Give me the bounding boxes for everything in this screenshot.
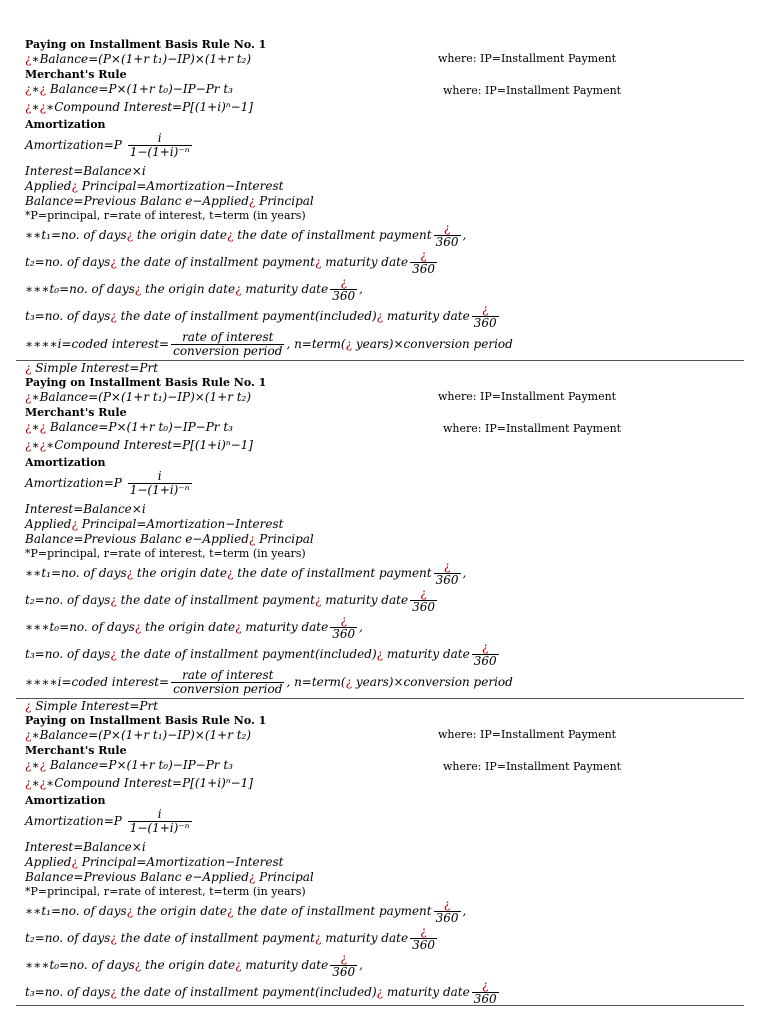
invalid-glyph: ¿ [376, 647, 384, 661]
invalid-glyph: ¿ [126, 904, 134, 918]
rule1-formula: ¿∗Balance=(P×(1+r t₁)−IP)×(1+r t₂) [25, 52, 252, 66]
t2-numerator: ¿ [420, 924, 427, 938]
coded-interest-denominator: conversion period [173, 682, 283, 696]
t0-numerator: ¿ [340, 613, 347, 627]
invalid-glyph: ¿ [134, 620, 142, 634]
invalid-glyph: ¿ [25, 758, 32, 772]
t3-numerator: ¿ [481, 302, 489, 316]
invalid-glyph: ¿ [39, 100, 47, 114]
t0-denominator: 360 [332, 289, 356, 303]
invalid-glyph: ¿ [376, 985, 384, 999]
where-ip-note-2: where: IP=Installment Payment [443, 84, 622, 97]
amortization-formula [25, 470, 194, 497]
t2-text: t₂=no. of days¿ the date of installment payment¿ maturity date [25, 255, 409, 269]
compound-interest-formula: ¿∗¿∗Compound Interest=P[(1+i)ⁿ−1] [25, 776, 253, 790]
invalid-glyph: ¿ [71, 179, 78, 193]
t1-fraction [434, 222, 461, 249]
t0-numerator: ¿ [340, 951, 347, 965]
t2-numerator: ¿ [420, 586, 427, 600]
invalid-glyph: ¿ [248, 870, 256, 884]
rule1-formula: ¿∗Balance=(P×(1+r t₁)−IP)×(1+r t₂) [25, 728, 252, 742]
invalid-glyph: ¿ [226, 904, 234, 918]
t0-denominator: 360 [332, 627, 356, 641]
t2-text: t₂=no. of days¿ the date of installment payment¿ maturity date [25, 593, 409, 607]
invalid-glyph: ¿ [110, 255, 117, 269]
invalid-glyph: ¿ [110, 931, 117, 945]
balance-formula: Balance=Previous Balanc e−Applied¿ Principal [25, 870, 314, 884]
formula-section-3 [0, 676, 768, 1014]
t3-text: t₃=no. of days¿ the date of installment payment(included)¿ maturity date [25, 985, 470, 999]
rule1-title: Paying on Installment Basis Rule No. 1 [25, 714, 267, 727]
t0-numerator: ¿ [340, 275, 347, 289]
invalid-glyph: ¿ [235, 958, 242, 972]
t0-text: ∗∗∗t₀=no. of days¿ the origin date¿ maturity date [25, 620, 329, 634]
invalid-glyph: ¿ [25, 699, 32, 713]
t0-comma: , [359, 958, 363, 972]
invalid-glyph: ¿ [25, 420, 32, 434]
invalid-glyph: ¿ [39, 438, 47, 452]
invalid-glyph: ¿ [110, 985, 117, 999]
invalid-glyph: ¿ [25, 776, 32, 790]
t3-text: t₃=no. of days¿ the date of installment payment(included)¿ maturity date [25, 309, 470, 323]
coded-interest-rhs: , n=term(¿ years)×conversion period [286, 337, 513, 351]
t3-formula [25, 303, 501, 330]
amortization-numerator: i [157, 469, 162, 483]
t3-denominator: 360 [473, 654, 497, 668]
t2-formula [25, 587, 439, 614]
t0-formula [25, 614, 363, 641]
invalid-glyph: ¿ [39, 82, 47, 96]
invalid-glyph: ¿ [25, 52, 32, 66]
balance-formula: Balance=Previous Balanc e−Applied¿ Principal [25, 532, 314, 546]
amortization-fraction [128, 132, 192, 159]
section-divider-3 [16, 1005, 744, 1006]
coded-interest-denominator: conversion period [173, 344, 283, 358]
t1-numerator: ¿ [443, 897, 451, 911]
balance-formula: Balance=Previous Balanc e−Applied¿ Principal [25, 194, 314, 208]
applied-principal-formula: Applied¿ Principal=Amortization−Interest [25, 517, 284, 531]
t0-text: ∗∗∗t₀=no. of days¿ the origin date¿ maturity date [25, 282, 329, 296]
t1-numerator: ¿ [443, 221, 451, 235]
t1-numerator: ¿ [443, 559, 451, 573]
t1-formula [25, 222, 466, 249]
applied-principal-formula: Applied¿ Principal=Amortization−Interest [25, 179, 284, 193]
coded-interest-lhs: ∗∗∗∗i=coded interest= [25, 675, 170, 689]
simple-interest-formula-2: ¿ Simple Interest=Prt [25, 699, 159, 713]
coded-interest-lhs: ∗∗∗∗i=coded interest= [25, 337, 170, 351]
t3-formula [25, 641, 501, 668]
invalid-glyph: ¿ [248, 194, 256, 208]
coded-interest-numerator: rate of interest [182, 330, 274, 344]
t1-denominator: 360 [435, 573, 459, 587]
formula-section-1 [0, 0, 768, 358]
rule1-title: Paying on Installment Basis Rule No. 1 [25, 376, 267, 389]
t1-text: ∗∗t₁=no. of days¿ the origin date¿ the date of installment payment [25, 566, 432, 580]
t2-denominator: 360 [412, 262, 435, 276]
t0-text: ∗∗∗t₀=no. of days¿ the origin date¿ maturity date [25, 958, 329, 972]
t1-text: ∗∗t₁=no. of days¿ the origin date¿ the date of installment payment [25, 228, 432, 242]
t3-denominator: 360 [473, 992, 497, 1006]
simple-interest-formula-1: ¿ Simple Interest=Prt [25, 361, 159, 375]
variable-legend: *P=principal, r=rate of interest, t=term (in years) [25, 209, 306, 222]
t1-text: ∗∗t₁=no. of days¿ the origin date¿ the date of installment payment [25, 904, 432, 918]
amortization-lhs: Amortization=P [25, 138, 122, 152]
t0-fraction [330, 614, 357, 641]
variable-legend: *P=principal, r=rate of interest, t=term (in years) [25, 885, 306, 898]
merchants-rule-title: Merchant's Rule [25, 68, 127, 81]
t1-fraction [434, 560, 461, 587]
t3-text: t₃=no. of days¿ the date of installment payment(included)¿ maturity date [25, 647, 470, 661]
invalid-glyph: ¿ [226, 566, 234, 580]
compound-interest-formula: ¿∗¿∗Compound Interest=P[(1+i)ⁿ−1] [25, 100, 253, 114]
formula-section-2 [0, 338, 768, 696]
t3-fraction [472, 303, 499, 330]
amortization-title: Amortization [25, 456, 106, 469]
t0-comma: , [359, 282, 363, 296]
t3-fraction [472, 979, 499, 1006]
rule1-formula: ¿∗Balance=(P×(1+r t₁)−IP)×(1+r t₂) [25, 390, 252, 404]
amortization-title: Amortization [25, 794, 106, 807]
amortization-denominator: 1−(1+i)⁻ⁿ [129, 483, 190, 497]
t3-numerator: ¿ [481, 640, 489, 654]
t1-formula [25, 898, 466, 925]
where-ip-note-1: where: IP=Installment Payment [438, 52, 617, 65]
t2-numerator: ¿ [420, 248, 427, 262]
amortization-denominator: 1−(1+i)⁻ⁿ [129, 145, 190, 159]
invalid-glyph: ¿ [110, 593, 117, 607]
invalid-glyph: ¿ [134, 282, 142, 296]
amortization-formula [25, 808, 194, 835]
amortization-formula [25, 132, 194, 159]
invalid-glyph: ¿ [39, 776, 47, 790]
invalid-glyph: ¿ [126, 566, 134, 580]
amortization-fraction [128, 808, 192, 835]
t3-fraction [472, 641, 499, 668]
invalid-glyph: ¿ [376, 309, 384, 323]
t1-denominator: 360 [435, 911, 459, 925]
amortization-lhs: Amortization=P [25, 814, 122, 828]
invalid-glyph: ¿ [25, 361, 32, 375]
invalid-glyph: ¿ [314, 593, 322, 607]
interest-formula: Interest=Balance×i [25, 164, 146, 178]
invalid-glyph: ¿ [25, 438, 32, 452]
rule1-title: Paying on Installment Basis Rule No. 1 [25, 38, 267, 51]
invalid-glyph: ¿ [25, 390, 32, 404]
invalid-glyph: ¿ [226, 228, 234, 242]
invalid-glyph: ¿ [39, 758, 47, 772]
invalid-glyph: ¿ [71, 517, 78, 531]
t0-fraction [330, 952, 357, 979]
t2-denominator: 360 [412, 938, 435, 952]
t0-fraction [330, 276, 357, 303]
merchants-rule-formula: ¿∗¿ Balance=P×(1+r t₀)−IP−Pr t₃ [25, 420, 233, 434]
t0-formula [25, 276, 363, 303]
t1-comma: , [462, 566, 467, 580]
invalid-glyph: ¿ [248, 532, 256, 546]
interest-formula: Interest=Balance×i [25, 840, 146, 854]
where-ip-note-2: where: IP=Installment Payment [443, 422, 622, 435]
t0-denominator: 360 [332, 965, 356, 979]
where-ip-note-1: where: IP=Installment Payment [438, 390, 617, 403]
invalid-glyph: ¿ [110, 647, 117, 661]
t1-denominator: 360 [435, 235, 459, 249]
invalid-glyph: ¿ [110, 309, 117, 323]
invalid-glyph: ¿ [134, 958, 142, 972]
t2-denominator: 360 [412, 600, 435, 614]
amortization-fraction [128, 470, 192, 497]
applied-principal-formula: Applied¿ Principal=Amortization−Interest [25, 855, 284, 869]
t2-formula [25, 925, 439, 952]
amortization-denominator: 1−(1+i)⁻ⁿ [129, 821, 190, 835]
invalid-glyph: ¿ [314, 931, 322, 945]
merchants-rule-title: Merchant's Rule [25, 744, 127, 757]
t3-denominator: 360 [473, 316, 497, 330]
coded-interest-numerator: rate of interest [182, 668, 274, 682]
merchants-rule-title: Merchant's Rule [25, 406, 127, 419]
amortization-numerator: i [157, 807, 162, 821]
merchants-rule-formula: ¿∗¿ Balance=P×(1+r t₀)−IP−Pr t₃ [25, 82, 233, 96]
variable-legend: *P=principal, r=rate of interest, t=term (in years) [25, 547, 306, 560]
t1-comma: , [462, 904, 467, 918]
interest-formula: Interest=Balance×i [25, 502, 146, 516]
invalid-glyph: ¿ [235, 282, 242, 296]
t1-fraction [434, 898, 461, 925]
t3-formula [25, 979, 501, 1006]
where-ip-note-1: where: IP=Installment Payment [438, 728, 617, 741]
invalid-glyph: ¿ [71, 855, 78, 869]
invalid-glyph: ¿ [25, 728, 32, 742]
invalid-glyph: ¿ [345, 337, 353, 351]
t1-formula [25, 560, 466, 587]
invalid-glyph: ¿ [235, 620, 242, 634]
compound-interest-formula: ¿∗¿∗Compound Interest=P[(1+i)ⁿ−1] [25, 438, 253, 452]
where-ip-note-2: where: IP=Installment Payment [443, 760, 622, 773]
invalid-glyph: ¿ [25, 100, 32, 114]
amortization-numerator: i [157, 131, 162, 145]
t2-fraction [410, 249, 437, 276]
t2-text: t₂=no. of days¿ the date of installment payment¿ maturity date [25, 931, 409, 945]
t2-fraction [410, 587, 437, 614]
merchants-rule-formula: ¿∗¿ Balance=P×(1+r t₀)−IP−Pr t₃ [25, 758, 233, 772]
invalid-glyph: ¿ [345, 675, 353, 689]
invalid-glyph: ¿ [25, 82, 32, 96]
coded-interest-rhs: , n=term(¿ years)×conversion period [286, 675, 513, 689]
t1-comma: , [462, 228, 467, 242]
t0-formula [25, 952, 363, 979]
invalid-glyph: ¿ [126, 228, 134, 242]
t3-numerator: ¿ [481, 978, 489, 992]
t2-formula [25, 249, 439, 276]
amortization-title: Amortization [25, 118, 106, 131]
amortization-lhs: Amortization=P [25, 476, 122, 490]
t0-comma: , [359, 620, 363, 634]
invalid-glyph: ¿ [314, 255, 322, 269]
invalid-glyph: ¿ [39, 420, 47, 434]
t2-fraction [410, 925, 437, 952]
